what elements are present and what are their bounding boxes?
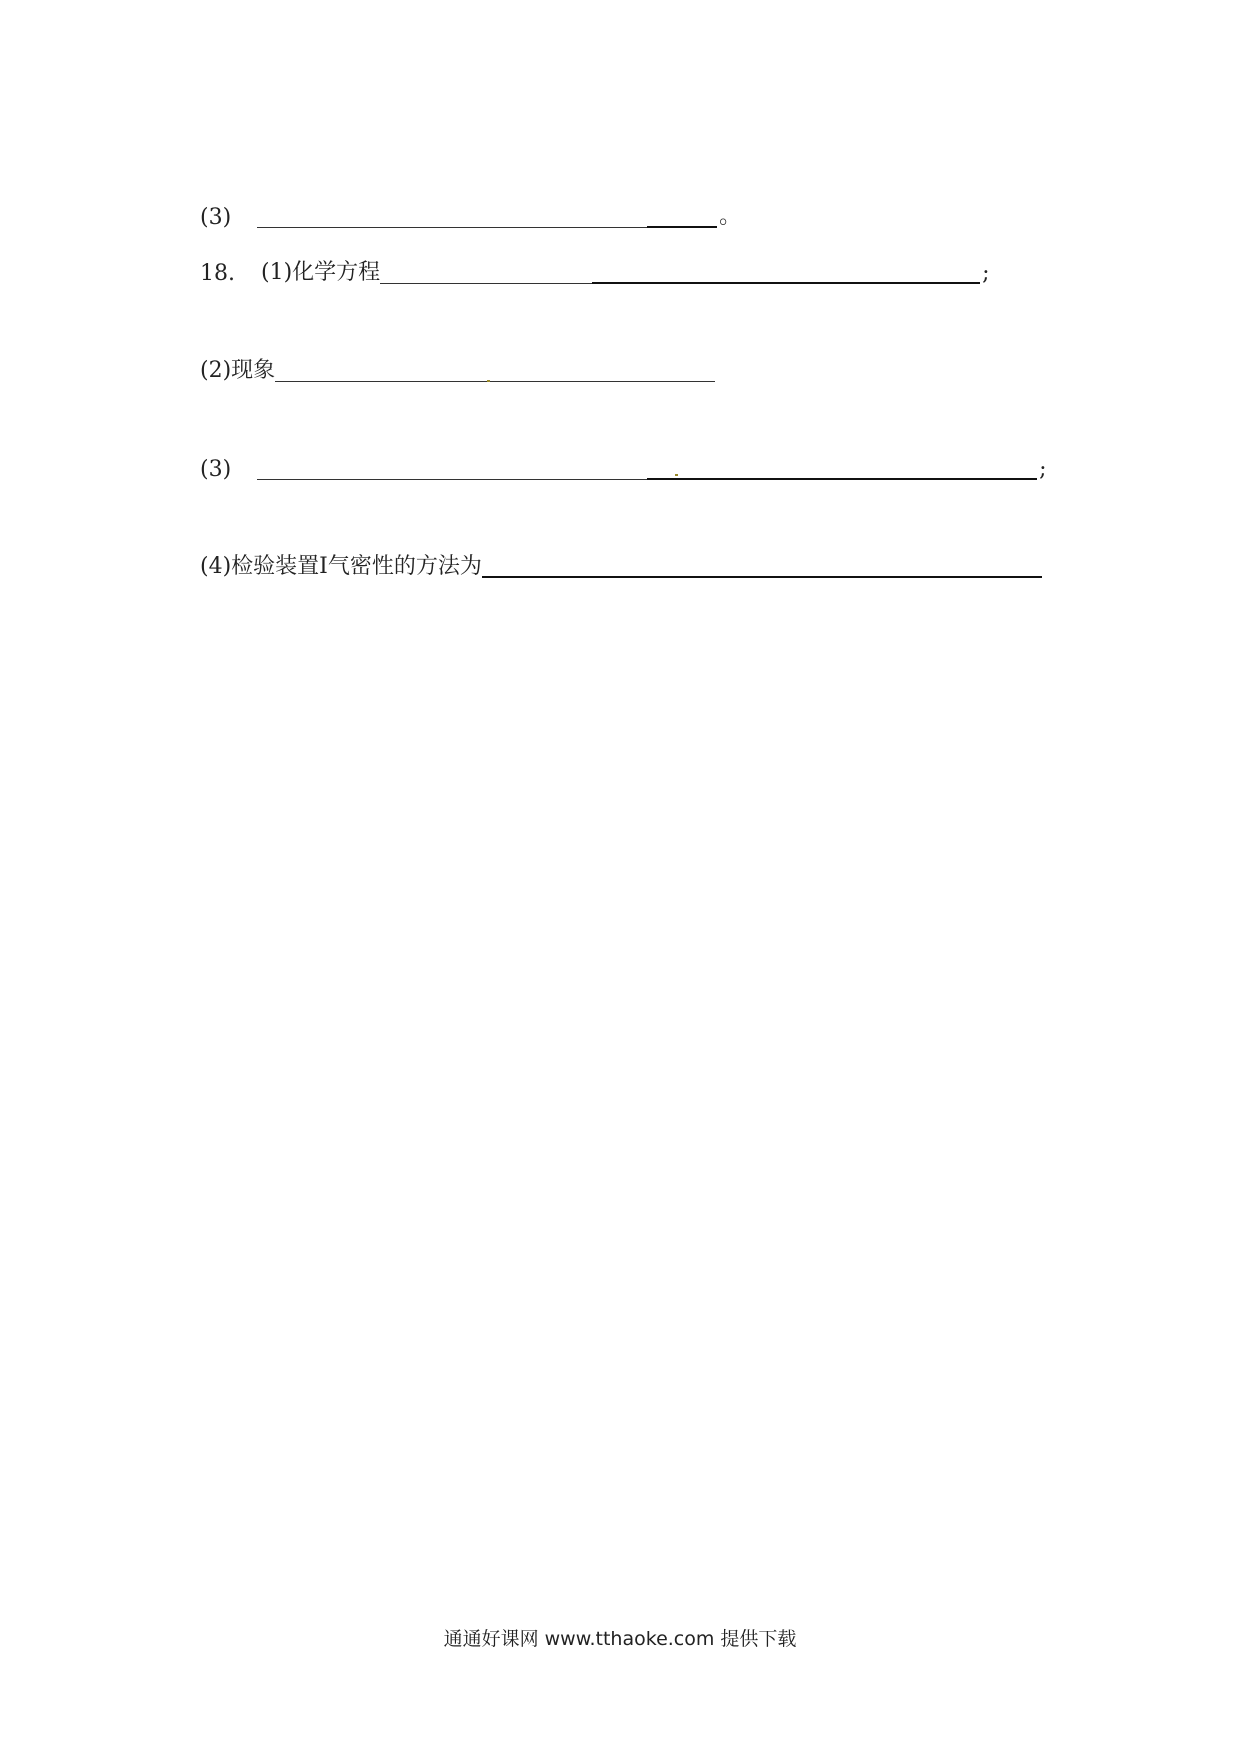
item-label: (3) — [200, 205, 232, 230]
end-punctuation: ; — [1039, 457, 1047, 482]
page-footer: 通通好课网 www.tthaoke.com 提供下载 — [443, 1628, 797, 1650]
scan-speck — [675, 474, 678, 476]
item-label: (4)检验装置Ⅰ气密性的方法为 — [200, 554, 482, 579]
item-label: (3) — [200, 457, 232, 482]
answer-blank[interactable] — [482, 576, 1042, 578]
answer-line-18-1 — [200, 250, 990, 290]
answer-line-18-2 — [200, 348, 715, 388]
answer-blank[interactable] — [647, 478, 1037, 480]
answer-blank[interactable] — [257, 479, 647, 480]
answer-blank[interactable] — [592, 282, 980, 284]
item-label: (1)化学方程 — [261, 260, 381, 285]
answer-blank[interactable] — [275, 381, 715, 382]
scan-speck — [487, 380, 490, 382]
answer-blank[interactable] — [647, 226, 717, 228]
item-label: (2)现象 — [200, 358, 276, 383]
question-number: 18. — [200, 261, 235, 286]
answer-line-18-4 — [200, 544, 1042, 584]
answer-line-17-3 — [200, 194, 741, 234]
end-punctuation: ; — [982, 261, 990, 286]
end-punctuation: 。 — [719, 204, 742, 229]
answer-blank[interactable] — [380, 283, 592, 284]
answer-line-18-3 — [200, 446, 1047, 486]
answer-blank[interactable] — [257, 227, 647, 228]
